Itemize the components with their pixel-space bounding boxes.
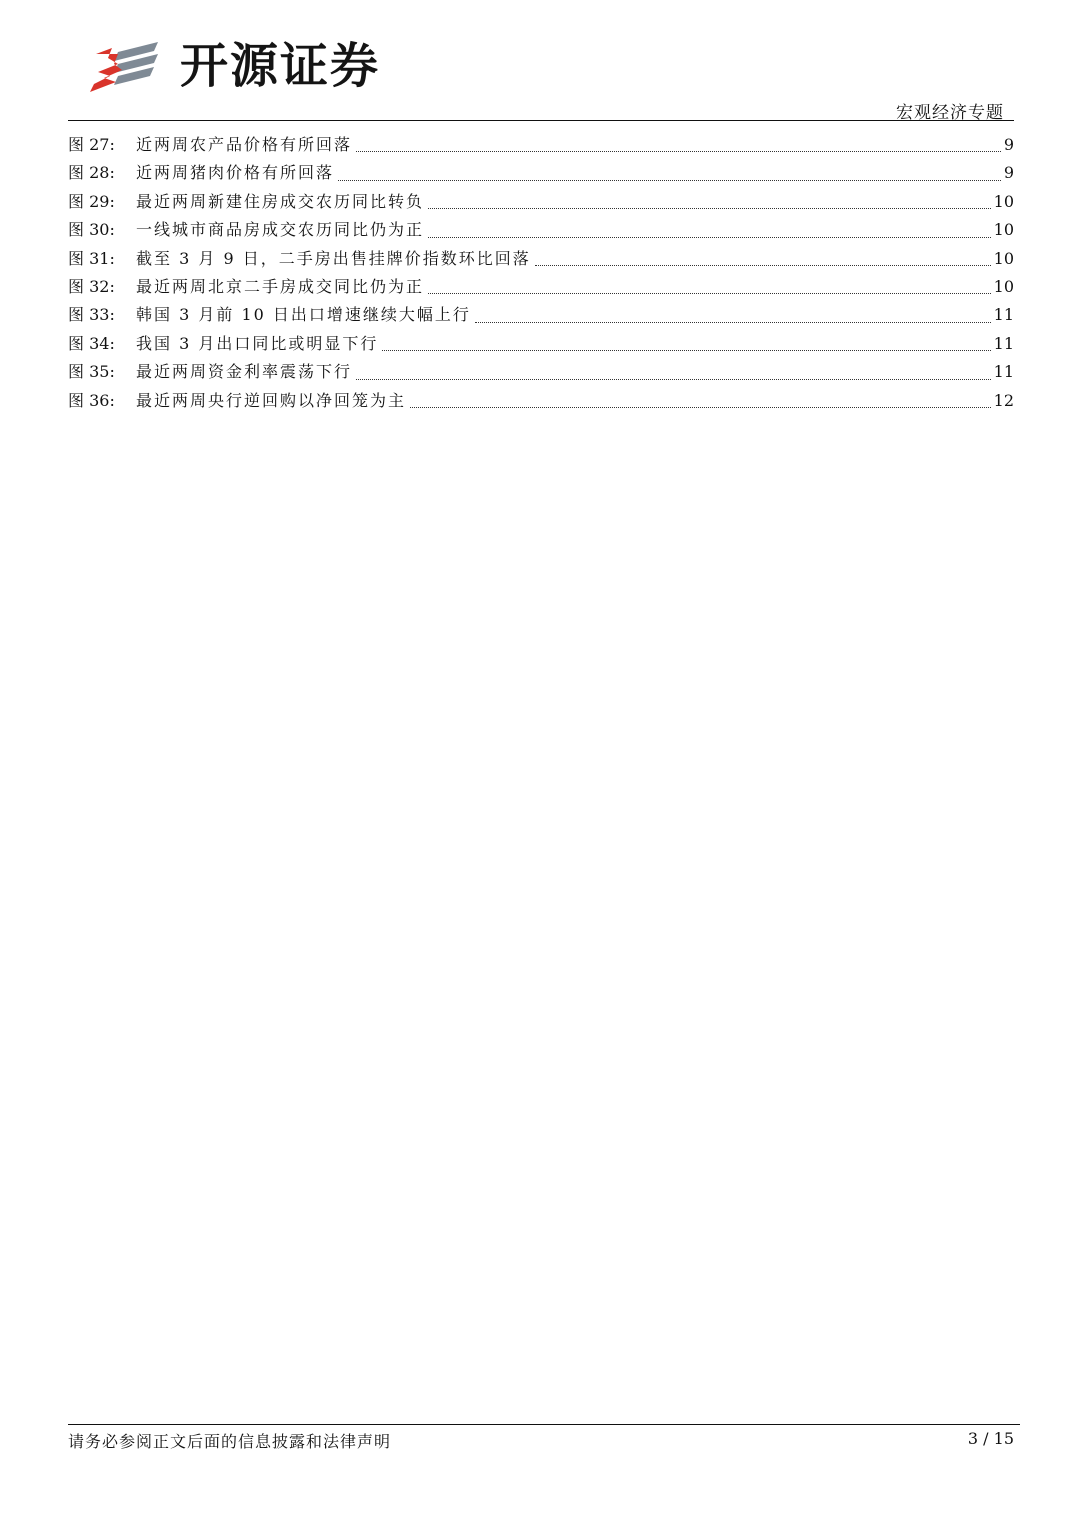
toc-entry-label: 图 36: (68, 390, 115, 410)
section-title: 宏观经济专题 (896, 103, 1004, 123)
toc-entry-label: 图 32: (68, 276, 115, 296)
toc-entry-page: 10 (993, 276, 1014, 296)
toc-entry-page: 10 (993, 220, 1014, 240)
toc-entry[interactable] (68, 302, 1014, 330)
page-number: 3 / 15 (967, 1429, 1014, 1448)
toc-entry-page: 11 (993, 362, 1014, 382)
brand-logo (88, 34, 380, 98)
toc-leader-dots (356, 378, 991, 380)
toc-entry-page: 12 (993, 390, 1014, 410)
footer-divider (68, 1424, 1020, 1425)
toc-entry[interactable] (68, 331, 1014, 359)
toc-entry-title: 近两周农产品价格有所回落 (136, 135, 353, 154)
toc-entry-page: 11 (993, 333, 1014, 353)
toc-leader-dots (428, 292, 991, 294)
toc-leader-dots (535, 264, 991, 266)
toc-entry-label: 图 34: (68, 333, 115, 353)
toc-entry[interactable] (68, 160, 1014, 188)
toc-entry-title: 我国 3 月出口同比或明显下行 (136, 333, 379, 353)
toc-leader-dots (428, 207, 991, 209)
toc-entry[interactable] (68, 359, 1014, 387)
toc-entry-page: 9 (1003, 135, 1014, 154)
brand-name: 开源证券 (180, 38, 381, 94)
toc-entry[interactable] (68, 388, 1014, 416)
brand-logo-icon (88, 34, 164, 98)
toc-entry-label: 图 30: (68, 220, 115, 240)
toc-entry[interactable] (68, 189, 1014, 217)
figure-index (68, 132, 1014, 416)
toc-entry-label: 图 28: (68, 163, 115, 183)
toc-entry-page: 9 (1003, 163, 1014, 183)
header-divider (68, 120, 1014, 121)
toc-entry-label: 图 33: (68, 305, 115, 325)
toc-leader-dots (410, 406, 991, 408)
toc-entry-label: 图 35: (68, 362, 115, 382)
toc-entry[interactable] (68, 217, 1014, 245)
toc-entry-title: 最近两周新建住房成交农历同比转负 (136, 191, 425, 211)
toc-leader-dots (475, 321, 991, 323)
toc-leader-dots (338, 179, 1001, 181)
footer-disclaimer: 请务必参阅正文后面的信息披露和法律声明 (68, 1432, 392, 1451)
toc-entry-title: 一线城市商品房成交农历同比仍为正 (136, 220, 425, 240)
toc-entry-page: 10 (993, 248, 1014, 268)
toc-entry[interactable] (68, 246, 1014, 274)
toc-entry-page: 11 (993, 305, 1014, 325)
toc-entry-title: 最近两周北京二手房成交同比仍为正 (136, 276, 425, 296)
toc-entry-title: 截至 3 月 9 日，二手房出售挂牌价指数环比回落 (136, 248, 531, 268)
toc-entry-title: 最近两周央行逆回购以净回笼为主 (136, 390, 407, 410)
toc-leader-dots (428, 236, 991, 238)
toc-entry-title: 最近两周资金利率震荡下行 (136, 362, 353, 382)
toc-leader-dots (356, 150, 1001, 152)
toc-entry-title: 近两周猪肉价格有所回落 (136, 163, 335, 183)
toc-entry[interactable] (68, 132, 1014, 160)
toc-entry-label: 图 29: (68, 191, 115, 211)
toc-entry-title: 韩国 3 月前 10 日出口增速继续大幅上行 (136, 305, 471, 325)
toc-entry-page: 10 (993, 191, 1014, 211)
toc-entry[interactable] (68, 274, 1014, 302)
toc-entry-label: 图 27: (68, 135, 115, 154)
toc-entry-label: 图 31: (68, 248, 115, 268)
toc-leader-dots (382, 349, 990, 351)
